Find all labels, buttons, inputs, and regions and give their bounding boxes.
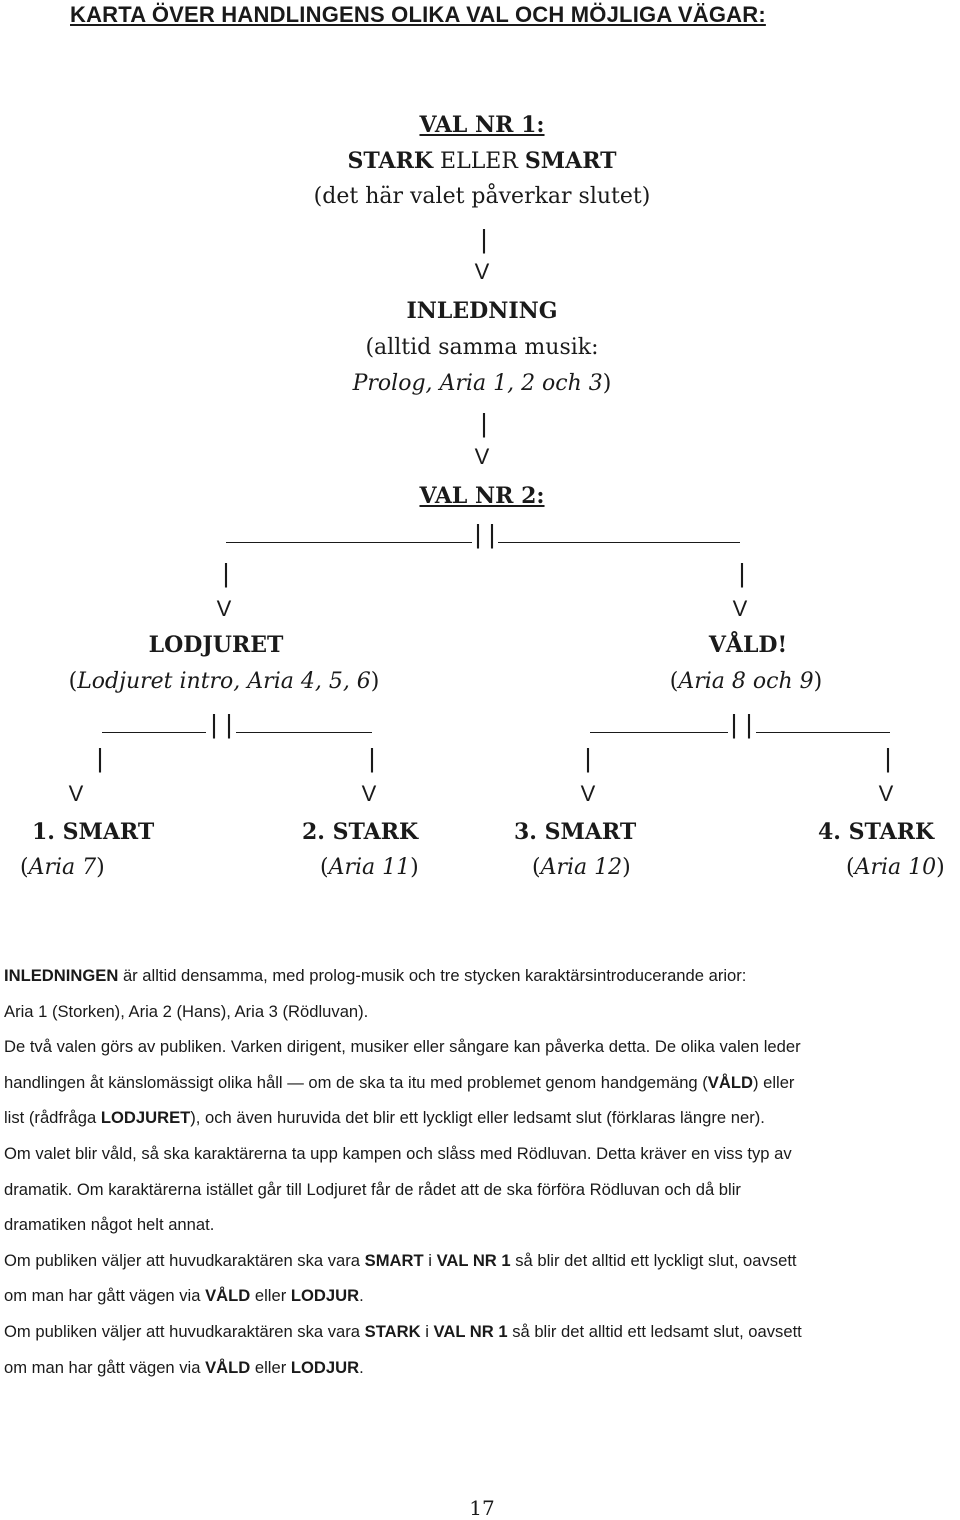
branch-vald-title: VÅLD! [708, 632, 788, 658]
branch-line-left [590, 732, 728, 733]
choice-1-title: VAL NR 1: [419, 112, 545, 138]
connector-pipe: | [96, 743, 104, 773]
connector-pipe: | [488, 519, 496, 549]
connector-pipe: | [474, 519, 482, 549]
ending-2-aria: (Aria 11) [320, 855, 419, 880]
paragraph-choices-line1: De två valen görs av publiken. Varken dirigent, musiker eller sångare kan påverka detta. De olika valen leder [4, 1037, 801, 1057]
paragraph-choices-line2: handlingen åt känslomässigt olika håll — om de ska ta itu med problemet genom handgemäng (VÅLD) eller [4, 1072, 795, 1092]
paragraph-stark-line1: Om publiken väljer att huvudkaraktären ska vara STARK i VAL NR 1 så blir det alltid ett ledsamt slut, oavsett [4, 1321, 802, 1341]
choice-2-title: VAL NR 2: [419, 483, 545, 509]
connector-pipe: | [225, 709, 233, 739]
paragraph-intro-line2: Aria 1 (Storken), Aria 2 (Hans), Aria 3 (Rödluvan). [4, 1001, 369, 1021]
ending-3-label: 3. SMART [514, 819, 637, 845]
connector-pipe: | [884, 743, 892, 773]
intro-title: INLEDNING [406, 298, 558, 324]
paragraph-choices-line5: dramatik. Om karaktärerna istället går till Lodjuret får de rådet att de ska förföra Rödluvan och då blir [4, 1179, 741, 1199]
intro-note-line2: Prolog, Aria 1, 2 och 3) [352, 371, 612, 396]
ending-1-aria: (Aria 7) [20, 855, 105, 880]
branch-line-left [226, 542, 472, 543]
connector-pipe: | [738, 558, 746, 588]
intro-note-line1: (alltid samma musik: [365, 335, 599, 360]
option-stark: STARK [347, 148, 434, 174]
arrow-down-icon: V [361, 781, 377, 806]
ending-2-label: 2. STARK [302, 819, 419, 845]
arrow-down-icon: V [878, 781, 894, 806]
connector-pipe: | [745, 709, 753, 739]
intro-music-list: Prolog, Aria 1, 2 och 3 [352, 371, 603, 396]
paragraph-smart-line1: Om publiken väljer att huvudkaraktären ska vara SMART i VAL NR 1 så blir det alltid ett lyckligt slut, oavsett [4, 1250, 797, 1270]
connector-pipe: | [210, 709, 218, 739]
connector-pipe: | [480, 224, 488, 254]
branch-line-right [498, 542, 740, 543]
paragraph-intro-line1: INLEDNINGEN är alltid densamma, med prolog-musik och tre stycken karaktärsintroducerande arior: [4, 966, 747, 985]
branch-lodjuret-note: (Lodjuret intro, Aria 4, 5, 6) [68, 669, 380, 694]
paragraph-choices-line6: dramatiken något helt annat. [4, 1215, 215, 1235]
connector-pipe: | [222, 558, 230, 588]
arrow-down-icon: V [474, 444, 490, 469]
connector-pipe: | [480, 408, 488, 438]
ending-3-aria: (Aria 12) [532, 855, 631, 880]
paragraph-stark-line2: om man har gått vägen via VÅLD eller LODJUR. [4, 1357, 364, 1377]
body-text [4, 958, 956, 1385]
connector-pipe: | [368, 743, 376, 773]
arrow-down-icon: V [216, 596, 232, 621]
choice-1-note: (det här valet påverkar slutet) [313, 184, 651, 209]
arrow-down-icon: V [732, 596, 748, 621]
branch-line-right [236, 732, 372, 733]
paragraph-choices-line3: list (rådfråga LODJURET), och även huruvida det blir ett lyckligt eller ledsamt slut (förklaras längre ner). [4, 1108, 765, 1128]
arrow-down-icon: V [474, 259, 490, 284]
paragraph-smart-line2: om man har gått vägen via VÅLD eller LODJUR. [4, 1286, 364, 1306]
arrow-down-icon: V [68, 781, 84, 806]
ending-4-aria: (Aria 10) [846, 855, 945, 880]
page-number: 17 [469, 1496, 495, 1520]
branch-line-right [756, 732, 890, 733]
option-separator: ELLER [433, 149, 525, 174]
connector-pipe: | [730, 709, 738, 739]
paragraph-choices-line4: Om valet blir våld, så ska karaktärerna ta upp kampen och slåss med Rödluvan. Detta kräver en viss typ av [4, 1143, 792, 1163]
branch-lodjuret-title: LODJURET [148, 632, 284, 658]
ending-1-label: 1. SMART [32, 819, 155, 845]
arrow-down-icon: V [580, 781, 596, 806]
choice-1-options [348, 150, 617, 173]
branch-line-left [102, 732, 206, 733]
ending-4-label: 4. STARK [818, 819, 935, 845]
branch-vald-note: (Aria 8 och 9) [669, 669, 823, 694]
connector-pipe: | [584, 743, 592, 773]
option-smart: SMART [524, 148, 617, 174]
page-heading: KARTA ÖVER HANDLINGENS OLIKA VAL OCH MÖJLIGA VÄGAR: [70, 2, 766, 27]
